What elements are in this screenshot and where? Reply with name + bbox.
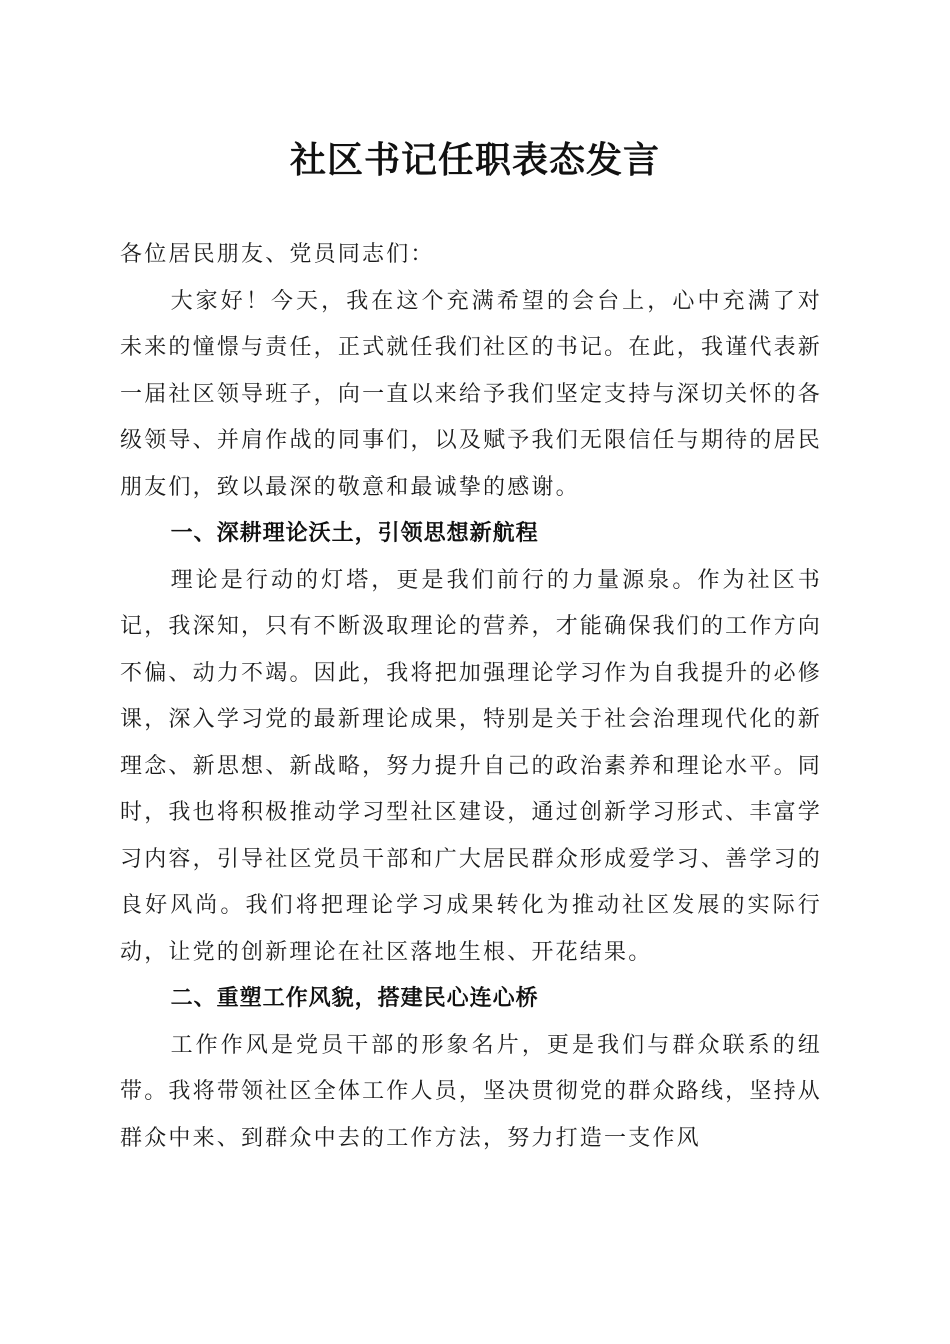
paragraph-theory: 理论是行动的灯塔，更是我们前行的力量源泉。作为社区书记，我深知，只有不断汲取理论的营养，才能确保我们的工作方向不偏、动力不竭。因此，我将把加强理论学习作为自我提升的必修课，深入学习党的最新理论成果，特别是关于社会治理现代化的新理念、新思想、新战略，努力提升自己的政治素养和理论水平。同时，我也将积极推动学习型社区建设，通过创新学习形式、丰富学习内容，引导社区党员干部和广大居民群众形成爱学习、善学习的良好风尚。我们将把理论学习成果转化为推动社区发展的实际行动，让党的创新理论在社区落地生根、开花结果。 xyxy=(120,567,822,965)
paragraph-work-style: 工作作风是党员干部的形象名片，更是我们与群众联系的纽带。我将带领社区全体工作人员，坚决贯彻党的群众路线，坚持从群众中来、到群众中去的工作方法，努力打造一支作风 xyxy=(120,1032,822,1151)
salutation: 各位居民朋友、党员同志们： xyxy=(120,242,435,267)
document-title: 社区书记任职表态发言 xyxy=(289,139,660,181)
section-heading-1: 一、深耕理论沃土，引领思想新航程 xyxy=(170,521,539,546)
paragraph-greeting: 大家好！今天，我在这个充满希望的会台上，心中充满了对未来的憧憬与责任，正式就任我们社区的书记。在此，我谨代表新一届社区领导班子，向一直以来给予我们坚定支持与深切关怀的各级领导、并肩作战的同事们，以及赋予我们无限信任与期待的居民朋友们，致以最深的敬意和最诚挚的感谢。 xyxy=(120,288,822,500)
section-heading-2: 二、重塑工作风貌，搭建民心连心桥 xyxy=(170,986,539,1011)
document-body xyxy=(120,232,822,1162)
